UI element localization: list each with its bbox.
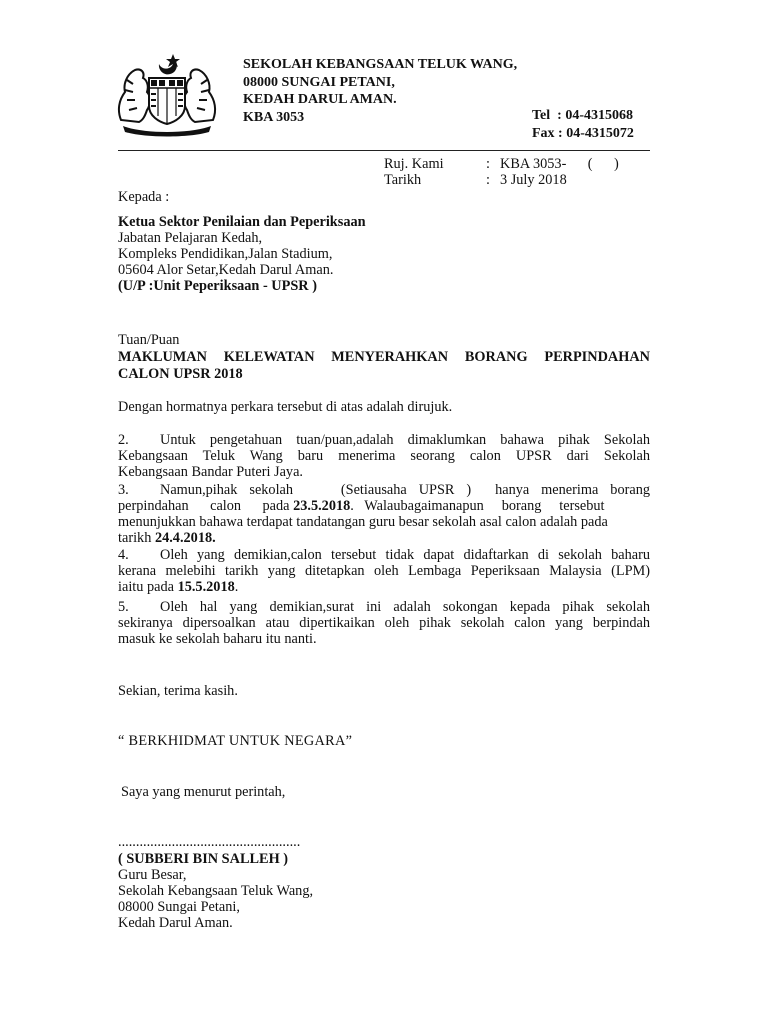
- recipient-attention: (U/P :Unit Peperiksaan - UPSR ): [118, 278, 317, 294]
- p3-line-2b: . Walaubagaimanapun borang tersebut: [350, 498, 605, 514]
- intro-paragraph: Dengan hormatnya perkara tersebut di atas adalah dirujuk.: [118, 399, 453, 415]
- p4-line-2: kerana melebihi tarikh yang ditetapkan oleh Lembaga Peperiksaan Malaysia (LPM): [118, 563, 650, 579]
- reference-block: [384, 156, 619, 188]
- signatory-title: Guru Besar,: [118, 867, 187, 883]
- date-label: Tarikh: [384, 172, 422, 188]
- date-value: 3 July 2018: [500, 172, 567, 188]
- recipient-title: Ketua Sektor Penilaian dan Peperiksaan: [118, 214, 366, 230]
- p3-line-2a: perpindahan calon pada: [118, 498, 290, 514]
- signatory-block: [118, 851, 650, 931]
- signatory-address-1: Sekolah Kebangsaan Teluk Wang,: [118, 883, 314, 899]
- p2-line-2: Kebangsaan Teluk Wang baru menerima seorang calon UPSR dari Sekolah: [118, 448, 650, 464]
- motto-scroll-icon: [123, 126, 211, 137]
- school-town: 08000 SUNGAI PETANI,: [243, 74, 395, 90]
- subject-line-2: CALON UPSR 2018: [118, 366, 243, 382]
- closing-thanks: Sekian, terima kasih.: [118, 683, 238, 699]
- school-name: SEKOLAH KEBANGSAAN TELUK WANG,: [243, 57, 518, 72]
- crescent-star-icon: [159, 54, 180, 74]
- p3-line-3: menunjukkan bahawa terdapat tandatangan guru besar sekolah asal calon adalah pada: [118, 514, 608, 530]
- recipient-line-2: Jabatan Pelajaran Kedah,: [118, 230, 263, 246]
- p2-line-1: Untuk pengetahuan tuan/puan,adalah dimaklumkan bahawa pihak Sekolah: [160, 432, 650, 448]
- p2-number: 2.: [118, 432, 129, 448]
- letterhead: [243, 56, 517, 126]
- signatory-address-3: Kedah Darul Aman.: [118, 915, 233, 931]
- kepada-label: Kepada :: [118, 189, 170, 205]
- letterhead-divider: [118, 150, 650, 151]
- salutation: Tuan/Puan: [118, 332, 180, 348]
- telephone: Tel : 04-4315068: [532, 108, 633, 123]
- date-colon: :: [486, 172, 490, 188]
- recipient-line-3: Kompleks Pendidikan,Jalan Stadium,: [118, 246, 333, 262]
- p5-line-1: Oleh hal yang demikian,surat ini adalah sokongan kepada pihak sekolah: [160, 599, 650, 615]
- p5-number: 5.: [118, 599, 129, 615]
- signature-line: ...................................................: [118, 834, 301, 850]
- paragraph-3: [118, 482, 650, 546]
- subject-line-1: MAKLUMAN KELEWATAN MENYERAHKAN BORANG PERPINDAHAN: [118, 349, 650, 365]
- p4-line-3b: .: [234, 579, 239, 595]
- p5-line-2: sekiranya dipersoalkan atau dipertikaikan oleh pihak sekolah calon yang berpindah: [118, 615, 650, 631]
- closing-motto: “ BERKHIDMAT UNTUK NEGARA”: [118, 733, 353, 749]
- recipient-address: [118, 214, 650, 294]
- p4-line-3a: iaitu pada: [118, 579, 174, 595]
- p2-line-3: Kebangsaan Bandar Puteri Jaya.: [118, 464, 304, 480]
- paragraph-4: [118, 547, 650, 595]
- ref-colon: :: [486, 156, 490, 172]
- signatory-name: ( SUBBERI BIN SALLEH ): [118, 851, 289, 867]
- p3-line-4a: tarikh: [118, 530, 152, 546]
- p4-date-deadline: 15.5.2018: [177, 579, 235, 595]
- p5-line-3: masuk ke sekolah baharu itu nanti.: [118, 631, 317, 647]
- p3-date-received: 23.5.2018: [293, 498, 351, 514]
- ref-label: Ruj. Kami: [384, 156, 444, 172]
- ref-value: KBA 3053- ( ): [500, 156, 619, 172]
- p4-number: 4.: [118, 547, 129, 563]
- school-code: KBA 3053: [243, 109, 305, 125]
- paragraph-5: [118, 599, 650, 647]
- p4-line-1: Oleh yang demikian,calon tersebut tidak dapat didaftarkan di sekolah baharu: [160, 547, 650, 563]
- right-tiger-icon: [184, 69, 215, 122]
- subject: [118, 349, 650, 383]
- shield-icon: [149, 78, 185, 124]
- closing-yours: Saya yang menurut perintah,: [121, 784, 286, 800]
- coat-of-arms-logo: [113, 50, 221, 138]
- school-state: KEDAH DARUL AMAN.: [243, 92, 397, 107]
- recipient-line-4: 05604 Alor Setar,Kedah Darul Aman.: [118, 262, 334, 278]
- p3-date-signed: 24.4.2018.: [154, 530, 216, 546]
- p3-line-1: Namun,pihak sekolah (Setiausaha UPSR ) hanya menerima borang: [160, 482, 650, 498]
- left-tiger-icon: [119, 69, 150, 122]
- p3-number: 3.: [118, 482, 129, 498]
- signatory-address-2: 08000 Sungai Petani,: [118, 899, 240, 915]
- paragraph-2: [118, 432, 650, 480]
- fax: Fax : 04-4315072: [532, 125, 634, 141]
- contact-block: [532, 107, 634, 142]
